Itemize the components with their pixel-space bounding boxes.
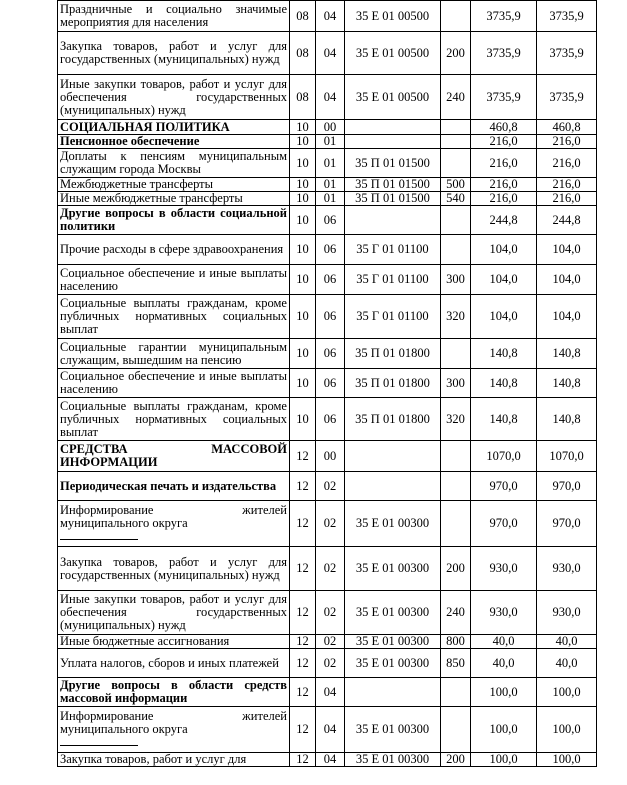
section-code-cell: 10 — [290, 265, 316, 295]
row-name-cell: Пенсионное обеспечение — [58, 135, 290, 149]
amount-year2-cell: 216,0 — [537, 178, 597, 192]
amount-year2-cell: 460,8 — [537, 120, 597, 135]
expense-type-cell: 200 — [441, 547, 471, 591]
expense-type-cell — [441, 235, 471, 265]
amount-year1-cell: 1070,0 — [471, 441, 537, 472]
amount-year2-cell: 216,0 — [537, 192, 597, 206]
section-code-cell: 12 — [290, 635, 316, 649]
row-name-cell: Социальные гарантии муниципальным служащим, вышедшим на пенсию — [58, 339, 290, 369]
amount-year1-cell: 40,0 — [471, 649, 537, 678]
row-name-cell: Иные межбюджетные трансферты — [58, 192, 290, 206]
subsection-code-cell: 01 — [316, 192, 345, 206]
target-article-cell: 35 Г 01 01100 — [345, 295, 441, 339]
row-name-cell: Закупка товаров, работ и услуг для государственных (муниципальных) нужд — [58, 547, 290, 591]
amount-year1-cell: 216,0 — [471, 135, 537, 149]
subsection-code-cell: 02 — [316, 501, 345, 547]
amount-year1-cell: 930,0 — [471, 547, 537, 591]
expense-type-cell: 200 — [441, 32, 471, 75]
target-article-cell: 35 Е 01 00300 — [345, 547, 441, 591]
expense-type-cell — [441, 501, 471, 547]
subsection-code-cell: 06 — [316, 398, 345, 441]
table-row — [58, 472, 597, 501]
table-row — [58, 441, 597, 472]
target-article-cell: 35 П 01 01800 — [345, 369, 441, 398]
table-row — [58, 635, 597, 649]
section-code-cell: 10 — [290, 135, 316, 149]
table-row — [58, 265, 597, 295]
table-row — [58, 753, 597, 767]
expense-type-cell: 800 — [441, 635, 471, 649]
subsection-code-cell: 04 — [316, 32, 345, 75]
table-row — [58, 149, 597, 178]
section-code-cell: 10 — [290, 235, 316, 265]
subsection-code-cell: 00 — [316, 120, 345, 135]
row-name-cell: Социальное обеспечение и иные выплаты населению — [58, 369, 290, 398]
table-row — [58, 295, 597, 339]
amount-year2-cell: 970,0 — [537, 501, 597, 547]
expense-type-cell: 540 — [441, 192, 471, 206]
row-name-cell: Иные закупки товаров, работ и услуг для обеспечения государственных (муниципальных) нужд — [58, 591, 290, 635]
section-code-cell: 12 — [290, 678, 316, 707]
target-article-cell: 35 Г 01 01100 — [345, 265, 441, 295]
table-row — [58, 369, 597, 398]
subsection-code-cell: 00 — [316, 441, 345, 472]
section-code-cell: 12 — [290, 649, 316, 678]
amount-year2-cell: 1070,0 — [537, 441, 597, 472]
table-row — [58, 649, 597, 678]
amount-year2-cell: 40,0 — [537, 649, 597, 678]
amount-year1-cell: 970,0 — [471, 472, 537, 501]
section-code-cell: 12 — [290, 753, 316, 767]
subsection-code-cell: 01 — [316, 178, 345, 192]
row-name-cell: Прочие расходы в сфере здравоохранения — [58, 235, 290, 265]
target-article-cell: 35 Е 01 00500 — [345, 1, 441, 32]
budget-table — [57, 0, 597, 767]
section-code-cell: 10 — [290, 398, 316, 441]
target-article-cell — [345, 120, 441, 135]
amount-year2-cell: 100,0 — [537, 707, 597, 753]
subsection-code-cell: 02 — [316, 635, 345, 649]
row-name-cell: Информирование жителей муниципального округа — [58, 501, 290, 547]
expense-type-cell — [441, 1, 471, 32]
expense-type-cell — [441, 120, 471, 135]
expense-type-cell: 300 — [441, 369, 471, 398]
budget-table-body — [58, 1, 597, 767]
subsection-code-cell: 01 — [316, 135, 345, 149]
row-name-cell: Социальные выплаты гражданам, кроме публичных нормативных социальных выплат — [58, 295, 290, 339]
target-article-cell: 35 П 01 01500 — [345, 192, 441, 206]
table-row — [58, 120, 597, 135]
row-name-cell: Периодическая печать и издательства — [58, 472, 290, 501]
amount-year1-cell: 3735,9 — [471, 1, 537, 32]
section-code-cell: 08 — [290, 75, 316, 120]
amount-year2-cell: 216,0 — [537, 149, 597, 178]
expense-type-cell — [441, 135, 471, 149]
amount-year1-cell: 140,8 — [471, 369, 537, 398]
target-article-cell — [345, 135, 441, 149]
table-row — [58, 32, 597, 75]
section-code-cell: 10 — [290, 206, 316, 235]
table-row — [58, 339, 597, 369]
amount-year1-cell: 104,0 — [471, 235, 537, 265]
table-row — [58, 707, 597, 753]
amount-year1-cell: 104,0 — [471, 265, 537, 295]
expense-type-cell: 320 — [441, 295, 471, 339]
target-article-cell: 35 Г 01 01100 — [345, 235, 441, 265]
subsection-code-cell: 04 — [316, 678, 345, 707]
row-name-cell: Социальное обеспечение и иные выплаты населению — [58, 265, 290, 295]
target-article-cell: 35 Е 01 00500 — [345, 75, 441, 120]
row-name-cell: Иные бюджетные ассигнования — [58, 635, 290, 649]
table-row — [58, 591, 597, 635]
table-row — [58, 75, 597, 120]
target-article-cell: 35 П 01 01800 — [345, 339, 441, 369]
amount-year1-cell: 930,0 — [471, 591, 537, 635]
amount-year2-cell: 216,0 — [537, 135, 597, 149]
section-code-cell: 10 — [290, 120, 316, 135]
subsection-code-cell: 06 — [316, 235, 345, 265]
amount-year2-cell: 140,8 — [537, 339, 597, 369]
subsection-code-cell: 02 — [316, 649, 345, 678]
table-row — [58, 135, 597, 149]
expense-type-cell: 200 — [441, 753, 471, 767]
amount-year2-cell: 104,0 — [537, 235, 597, 265]
subsection-code-cell: 02 — [316, 472, 345, 501]
subsection-code-cell: 04 — [316, 707, 345, 753]
subsection-code-cell: 06 — [316, 295, 345, 339]
row-name-cell: Межбюджетные трансферты — [58, 178, 290, 192]
amount-year1-cell: 40,0 — [471, 635, 537, 649]
section-code-cell: 12 — [290, 501, 316, 547]
underline-placeholder — [60, 531, 138, 540]
section-code-cell: 10 — [290, 178, 316, 192]
amount-year2-cell: 100,0 — [537, 678, 597, 707]
section-code-cell: 10 — [290, 192, 316, 206]
table-row — [58, 398, 597, 441]
row-name-cell: Иные закупки товаров, работ и услуг для обеспечения государственных (муниципальных) нужд — [58, 75, 290, 120]
table-row — [58, 1, 597, 32]
amount-year1-cell: 216,0 — [471, 178, 537, 192]
subsection-code-cell: 01 — [316, 149, 345, 178]
target-article-cell — [345, 472, 441, 501]
amount-year1-cell: 216,0 — [471, 149, 537, 178]
expense-type-cell: 240 — [441, 75, 471, 120]
target-article-cell: 35 Е 01 00300 — [345, 753, 441, 767]
row-name-cell: Закупка товаров, работ и услуг для — [58, 753, 290, 767]
amount-year1-cell: 100,0 — [471, 707, 537, 753]
expense-type-cell — [441, 678, 471, 707]
amount-year1-cell: 216,0 — [471, 192, 537, 206]
subsection-code-cell: 06 — [316, 206, 345, 235]
row-name-cell: Закупка товаров, работ и услуг для государственных (муниципальных) нужд — [58, 32, 290, 75]
target-article-cell — [345, 441, 441, 472]
target-article-cell: 35 П 01 01500 — [345, 149, 441, 178]
section-code-cell: 12 — [290, 591, 316, 635]
expense-type-cell — [441, 472, 471, 501]
amount-year2-cell: 104,0 — [537, 265, 597, 295]
table-row — [58, 235, 597, 265]
subsection-code-cell: 06 — [316, 339, 345, 369]
expense-type-cell — [441, 707, 471, 753]
amount-year1-cell: 3735,9 — [471, 75, 537, 120]
target-article-cell: 35 П 01 01800 — [345, 398, 441, 441]
amount-year1-cell: 244,8 — [471, 206, 537, 235]
row-name-cell: Информирование жителей муниципального округа — [58, 707, 290, 753]
section-code-cell: 10 — [290, 295, 316, 339]
amount-year1-cell: 140,8 — [471, 339, 537, 369]
section-code-cell: 08 — [290, 32, 316, 75]
target-article-cell: 35 Е 01 00300 — [345, 635, 441, 649]
table-row — [58, 547, 597, 591]
subsection-code-cell: 06 — [316, 369, 345, 398]
amount-year2-cell: 930,0 — [537, 547, 597, 591]
row-name-cell: СРЕДСТВА МАССОВОЙ ИНФОРМАЦИИ — [58, 441, 290, 472]
subsection-code-cell: 04 — [316, 1, 345, 32]
target-article-cell: 35 Е 01 00500 — [345, 32, 441, 75]
expense-type-cell: 300 — [441, 265, 471, 295]
amount-year1-cell: 104,0 — [471, 295, 537, 339]
amount-year1-cell: 140,8 — [471, 398, 537, 441]
table-row — [58, 501, 597, 547]
row-name-cell: Праздничные и социально значимые мероприятия для населения — [58, 1, 290, 32]
amount-year2-cell: 40,0 — [537, 635, 597, 649]
amount-year1-cell: 100,0 — [471, 678, 537, 707]
expense-type-cell — [441, 441, 471, 472]
amount-year2-cell: 104,0 — [537, 295, 597, 339]
expense-type-cell: 500 — [441, 178, 471, 192]
table-row — [58, 678, 597, 707]
expense-type-cell: 240 — [441, 591, 471, 635]
amount-year2-cell: 3735,9 — [537, 75, 597, 120]
amount-year2-cell: 3735,9 — [537, 1, 597, 32]
subsection-code-cell: 04 — [316, 753, 345, 767]
row-name-cell: Доплаты к пенсиям муниципальным служащим города Москвы — [58, 149, 290, 178]
target-article-cell: 35 Е 01 00300 — [345, 649, 441, 678]
section-code-cell: 12 — [290, 707, 316, 753]
target-article-cell: 35 Е 01 00300 — [345, 501, 441, 547]
section-code-cell: 10 — [290, 339, 316, 369]
amount-year1-cell: 460,8 — [471, 120, 537, 135]
amount-year2-cell: 140,8 — [537, 398, 597, 441]
section-code-cell: 08 — [290, 1, 316, 32]
target-article-cell: 35 Е 01 00300 — [345, 591, 441, 635]
table-row — [58, 192, 597, 206]
row-name-cell: Другие вопросы в области социальной политики — [58, 206, 290, 235]
expense-type-cell: 320 — [441, 398, 471, 441]
section-code-cell: 12 — [290, 547, 316, 591]
amount-year2-cell: 244,8 — [537, 206, 597, 235]
row-name-cell: Уплата налогов, сборов и иных платежей — [58, 649, 290, 678]
amount-year1-cell: 970,0 — [471, 501, 537, 547]
amount-year2-cell: 970,0 — [537, 472, 597, 501]
amount-year2-cell: 3735,9 — [537, 32, 597, 75]
row-name-cell: Другие вопросы в области средств массовой информации — [58, 678, 290, 707]
underline-placeholder — [60, 737, 138, 746]
amount-year2-cell: 140,8 — [537, 369, 597, 398]
row-name-cell: СОЦИАЛЬНАЯ ПОЛИТИКА — [58, 120, 290, 135]
table-row — [58, 206, 597, 235]
amount-year1-cell: 3735,9 — [471, 32, 537, 75]
expense-type-cell — [441, 149, 471, 178]
section-code-cell: 12 — [290, 441, 316, 472]
target-article-cell: 35 Е 01 00300 — [345, 707, 441, 753]
row-name-cell: Социальные выплаты гражданам, кроме публичных нормативных социальных выплат — [58, 398, 290, 441]
section-code-cell: 10 — [290, 369, 316, 398]
target-article-cell — [345, 678, 441, 707]
amount-year1-cell: 100,0 — [471, 753, 537, 767]
expense-type-cell — [441, 339, 471, 369]
table-row — [58, 178, 597, 192]
expense-type-cell — [441, 206, 471, 235]
subsection-code-cell: 04 — [316, 75, 345, 120]
amount-year2-cell: 100,0 — [537, 753, 597, 767]
subsection-code-cell: 02 — [316, 547, 345, 591]
target-article-cell — [345, 206, 441, 235]
subsection-code-cell: 06 — [316, 265, 345, 295]
amount-year2-cell: 930,0 — [537, 591, 597, 635]
section-code-cell: 12 — [290, 472, 316, 501]
section-code-cell: 10 — [290, 149, 316, 178]
target-article-cell: 35 П 01 01500 — [345, 178, 441, 192]
expense-type-cell: 850 — [441, 649, 471, 678]
subsection-code-cell: 02 — [316, 591, 345, 635]
